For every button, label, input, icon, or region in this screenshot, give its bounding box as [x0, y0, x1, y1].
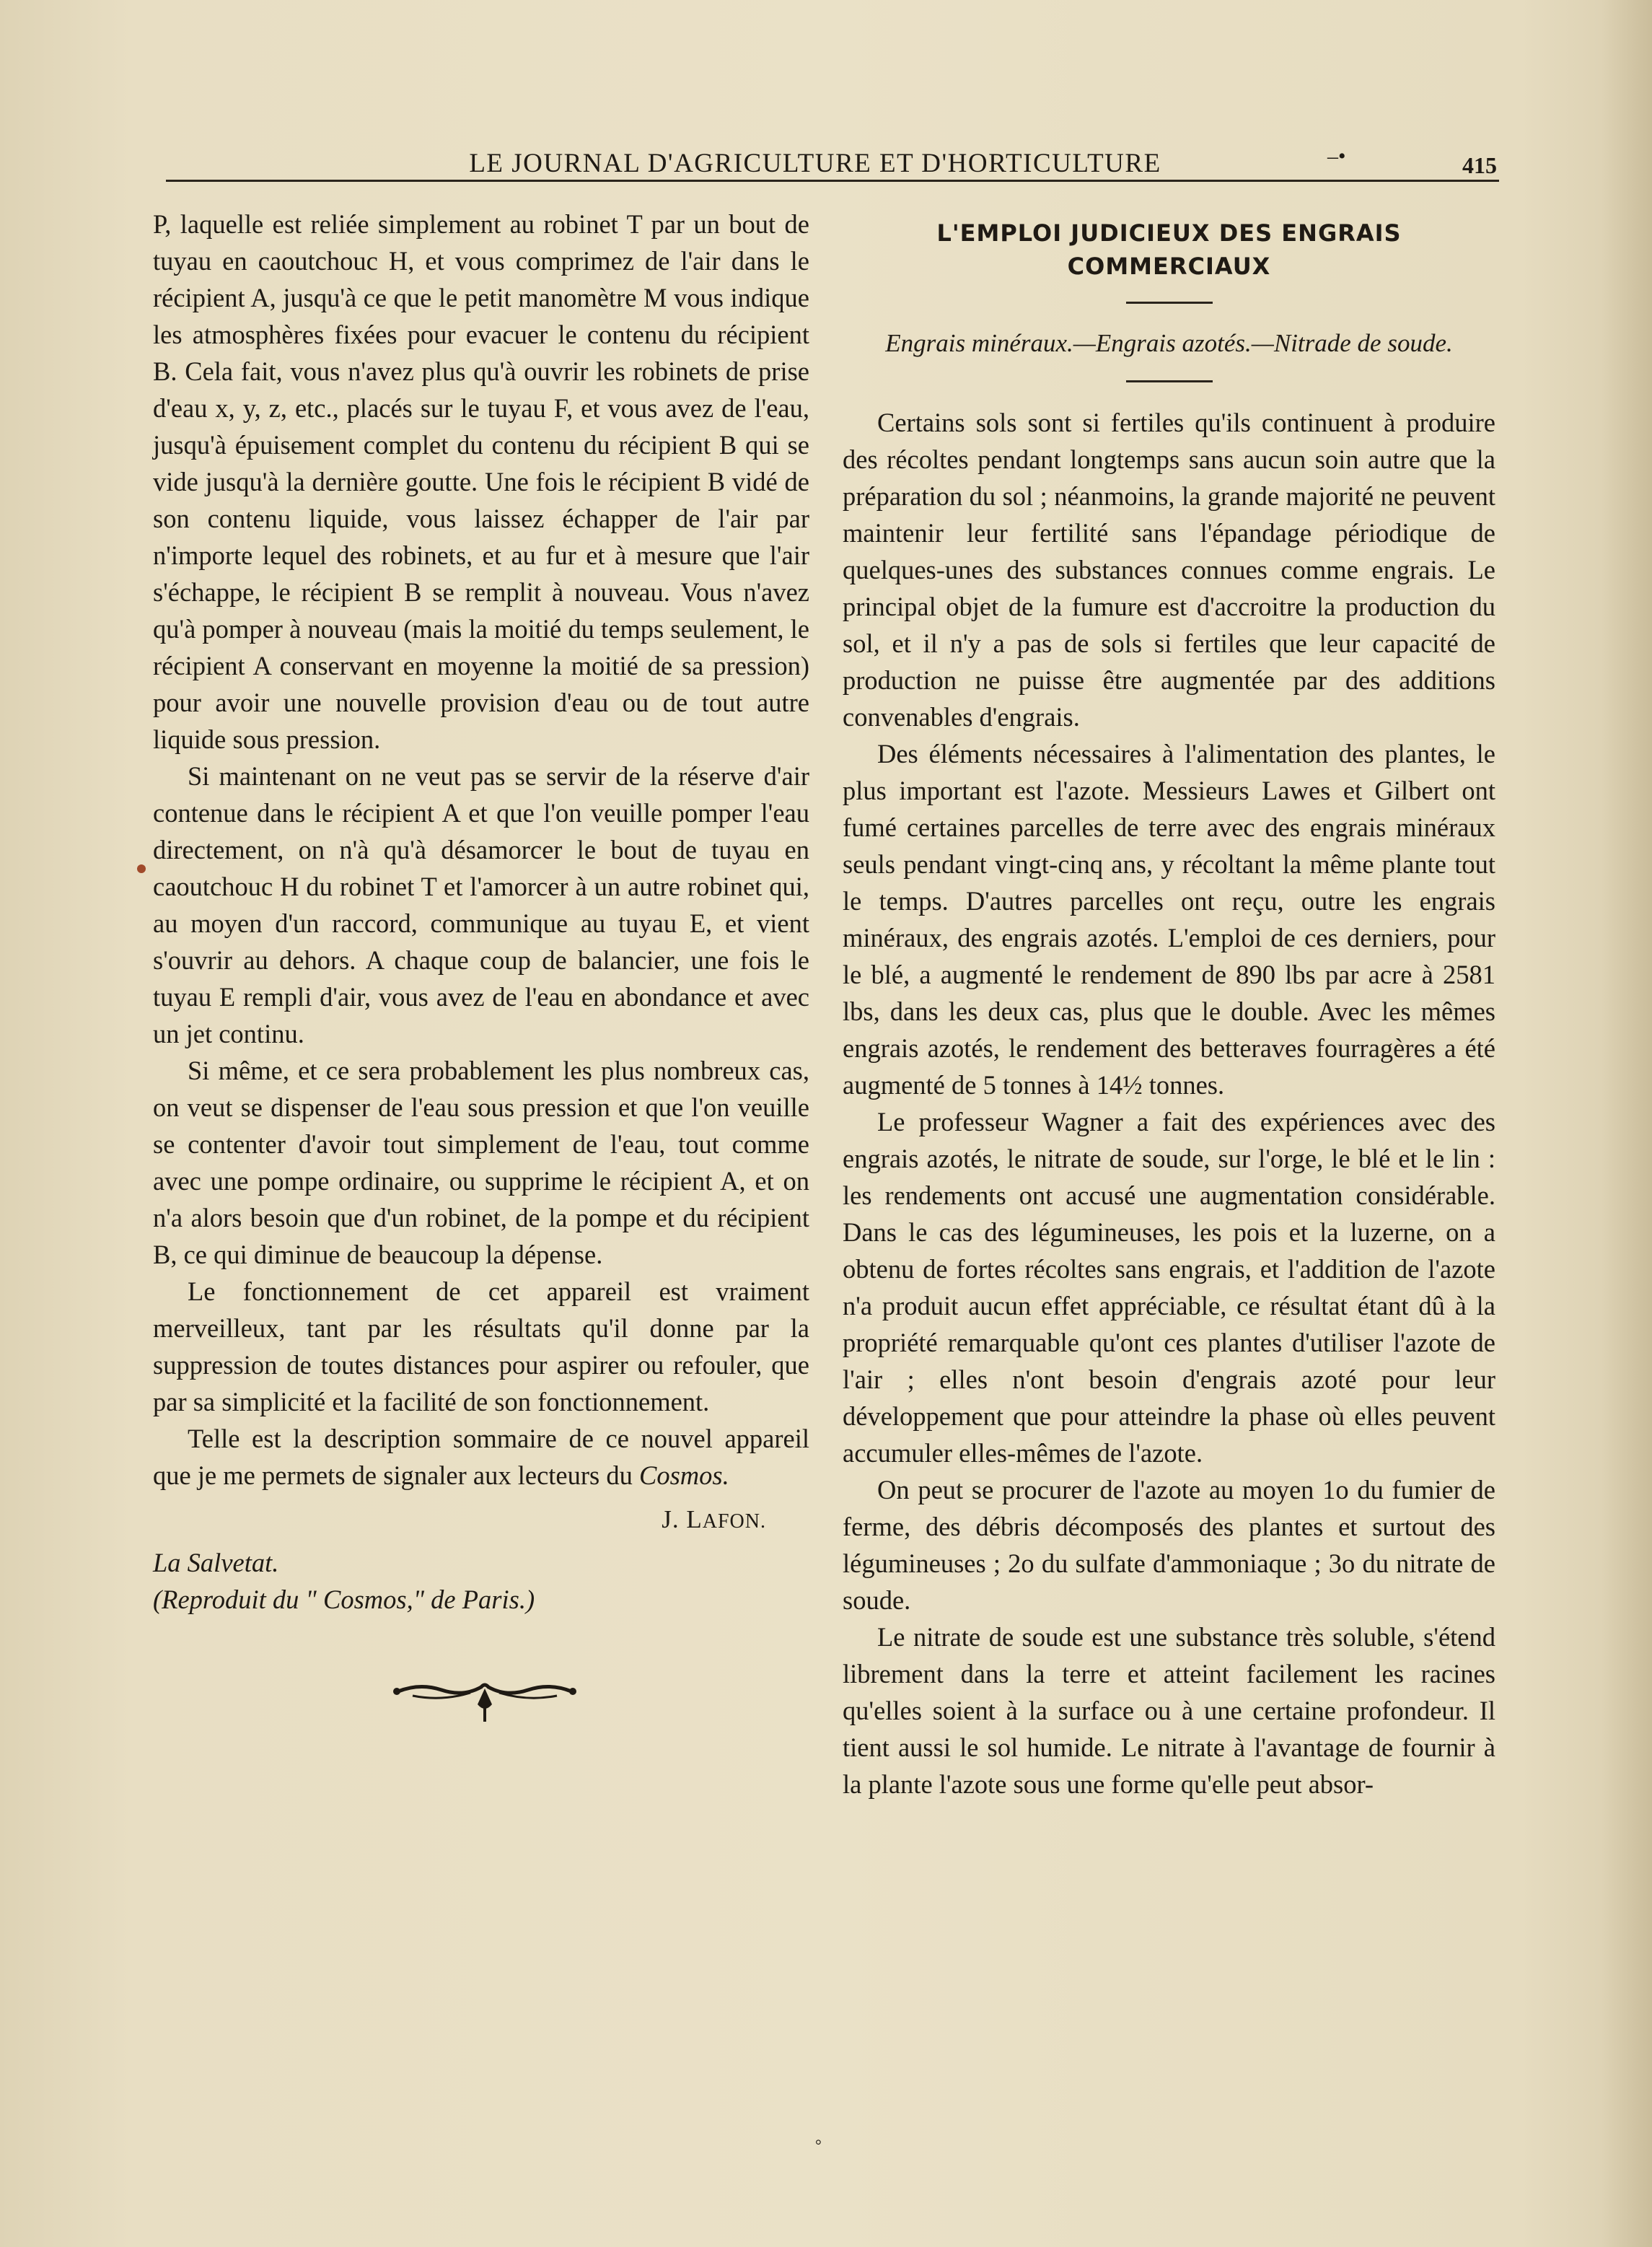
left-paragraph-4: Le fonctionnement de cet appareil est vraiment merveilleux, tant par les résultats qu'il donne par la suppression de toutes distances pour aspirer ou refouler, que par sa simplicité et la facilité de son fonctionnement. — [153, 1276, 809, 1416]
right-paragraph-2: Des éléments nécessaires à l'alimentation des plantes, le plus important est l'azote. Messieurs Lawes et Gilbert ont fumé certaines parcelles de terre avec des engrais minéraux seuls pendant vingt-cinq ans, y récoltant la même plante tout le temps. D'autres parcelles ont reçu, outre les engrais minéraux, des engrais azotés. L'emploi de ces derniers, pour le blé, a augmenté le rendement de 890 lbs par acre à 2581 lbs, dans les deux cas, plus que le double. Avec les mêmes engrais azotés, le rendement des betteraves fourragères a été augmenté de 5 tonnes à 14½ tonnes. — [843, 739, 1495, 1100]
reproduction-note: (Reproduit du " Cosmos," de Paris.) — [153, 1585, 535, 1614]
header-mark: –• — [1327, 144, 1346, 168]
subtitle-rule — [1126, 380, 1213, 382]
closing-sentence: Telle est la description sommaire de ce nouvel appareil que je me permets de signaler aux lecteurs du — [153, 1424, 809, 1490]
right-paragraph-5: Le nitrate de soude est une substance très soluble, s'étend librement dans la terre et atteint facilement les racines qu'elles soient à la surface ou à une certaine profondeur. Il tient aussi le sol humide. Le nitrate à l'avantage de fournir à la plante l'azote sous une forme qu'elle peut absor- — [843, 1622, 1495, 1799]
left-column — [153, 206, 809, 1726]
signature-block — [153, 1501, 809, 1544]
journal-title: LE JOURNAL D'AGRICULTURE ET D'HORTICULTURE — [469, 149, 1161, 178]
page-edge-shadow — [1602, 0, 1652, 2247]
left-paragraph-5 — [153, 1420, 809, 1494]
ornament-divider-icon — [391, 1668, 579, 1726]
right-paragraph-4: On peut se procurer de l'azote au moyen 1o du fumier de ferme, des débris décomposés des plantes et surtout des légumineuses ; 2o du sulfate d'ammoniaque ; 3o du nitrate de soude. — [843, 1475, 1495, 1615]
title-rule — [1126, 302, 1213, 304]
place-name: La Salvetat. — [153, 1548, 279, 1577]
header-rule — [166, 180, 1499, 182]
author-initial: J. L — [662, 1505, 703, 1533]
left-paragraph-1: P, laquelle est reliée simplement au robinet T par un bout de tuyau en caoutchouc H, et vous comprimez de l'air dans le récipient A, jusqu'à ce que le petit manomètre M vous indique les atmosphères fixées pour evacuer le contenu du récipient B. Cela fait, vous n'avez plus qu'à ouvrir les robinets de prise d'eau x, y, z, etc., placés sur le tuyau F, et vous avez de l'eau, jusqu'à épuisement complet du contenu du récipient B qui se vide jusqu'à la dernière goutte. Une fois le récipient B vidé de son contenu liquide, vous laissez échapper de l'air par n'importe lequel des robinets, et au fur et à mesure que l'air s'échappe, le récipient B se remplit à nouveau. Vous n'avez qu'à pomper à nouveau (mais la moitié du temps seulement, le récipient A conservant en moyenne la moitié de sa pression) pour avoir une nouvelle provision d'eau ou de tout autre liquide sous pression. — [153, 209, 809, 754]
left-paragraph-2: Si maintenant on ne veut pas se servir de la réserve d'air contenue dans le récipient A et que l'on veuille pomper l'eau directement, on n'à qu'à désamorcer le bout de tuyau en caoutchouc H du robinet T et l'amorcer à un autre robinet qui, au moyen d'un raccord, communique au tuyau E, et vient s'ouvrir au dehors. A chaque coup de balancier, une fois le tuyau E rempli d'air, vous avez de l'eau en abondance et avec un jet continu. — [153, 761, 809, 1048]
page-number: 415 — [1462, 152, 1497, 178]
right-paragraph-3: Le professeur Wagner a fait des expériences avec des engrais azotés, le nitrate de soude, sur l'orge, le blé et le lin : les rendements ont accusé une augmentation considérable. Dans le cas des légumineuses, les pois et la luzerne, on a obtenu de fortes récoltes sans engrais, et l'addition de l'azote n'a produit aucun effet appréciable, ce résultat étant dû à la propriété remarquable qu'ont ces plantes d'utiliser l'azote de l'air ; elles n'ont besoin d'engrais azoté pour leur développement que pour atteindre la phase où elles peuvent accumuler elles-mêmes de l'azote. — [843, 1107, 1495, 1468]
left-paragraph-3: Si même, et ce sera probablement les plus nombreux cas, on veut se dispenser de l'eau sous pression et que l'on veuille se contenter d'avoir tout simplement de l'eau, tout comme avec une pompe ordinaire, ou supprime le récipient A, et on n'a alors besoin que d'un robinet, de la pompe et du récipient B, ce qui diminue de beaucoup la dépense. — [153, 1056, 809, 1269]
ink-spot — [137, 864, 146, 873]
article-subtitle: Engrais minéraux.—Engrais azotés.—Nitrade de soude. — [885, 329, 1453, 357]
right-column — [843, 206, 1495, 1803]
running-header — [166, 148, 1497, 184]
right-paragraph-1: Certains sols sont si fertiles qu'ils continuent à produire des récoltes pendant longtemps sans aucun soin autre que la préparation du sol ; néanmoins, la grande majorité ne peuvent maintenir leur fertilité sans l'épandage périodique de quelques-unes des substances connues comme engrais. Le principal objet de la fumure est d'accroitre la production du sol, et il n'y a pas de sols si fertiles que leur capacité de production ne puisse être augmentée par des additions convenables d'engrais. — [843, 408, 1495, 732]
cosmos-title: Cosmos. — [639, 1460, 729, 1490]
article-title: L'EMPLOI JUDICIEUX DES ENGRAIS COMMERCIAUX — [936, 219, 1402, 280]
bottom-dot-mark: ° — [815, 2136, 822, 2154]
author-signature — [662, 1501, 766, 1540]
author-surname: AFON. — [702, 1510, 766, 1533]
